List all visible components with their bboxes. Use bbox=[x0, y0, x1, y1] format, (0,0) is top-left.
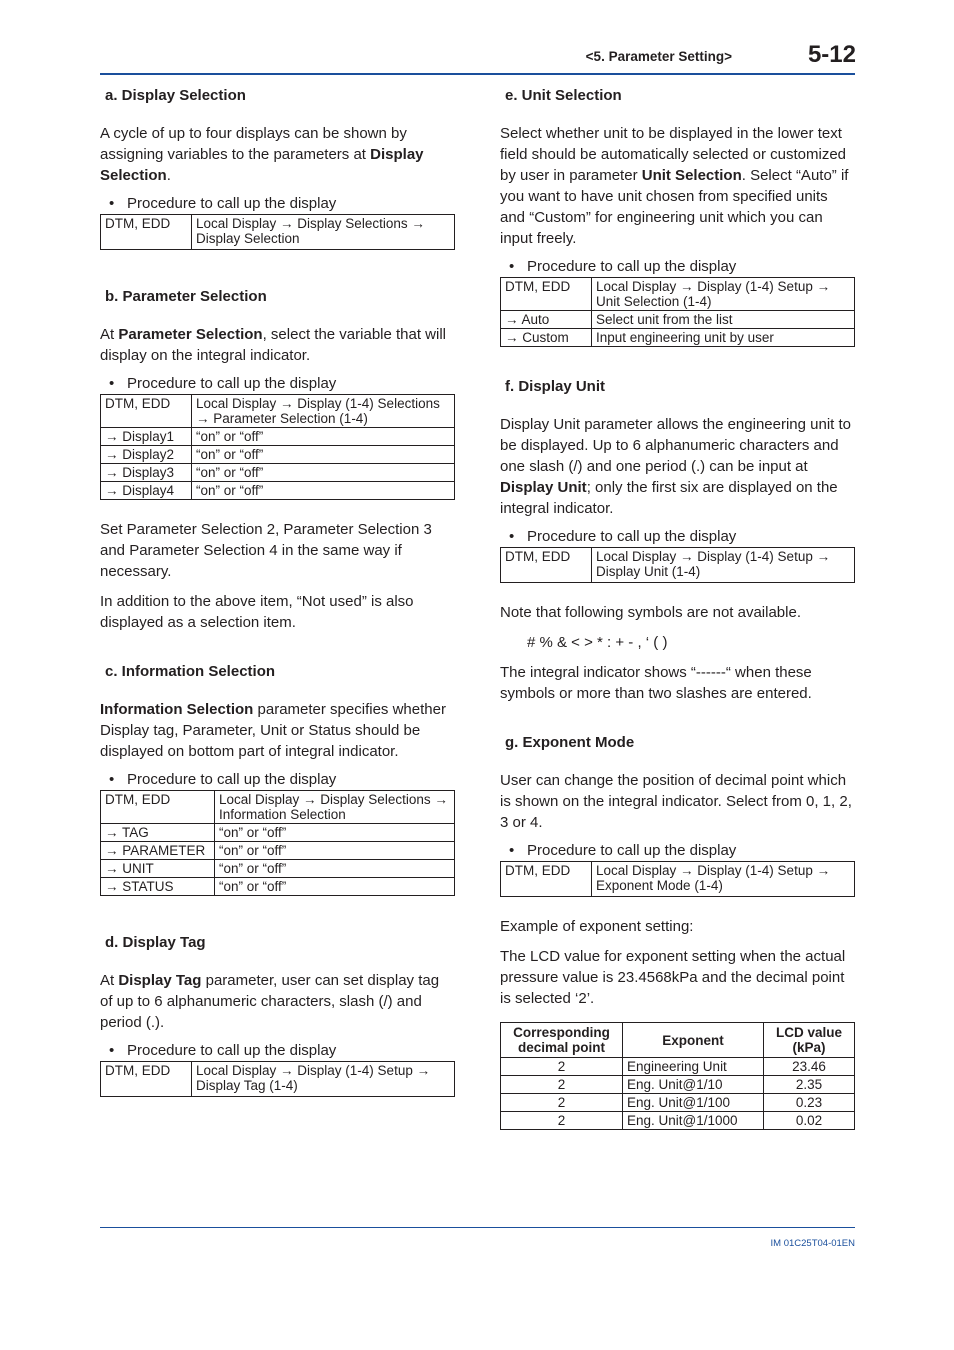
heading-unit-selection: e. Unit Selection bbox=[505, 87, 622, 104]
table-row: 2 Eng. Unit@1/100 0.23 bbox=[501, 1094, 855, 1112]
footer-rule bbox=[100, 1227, 855, 1228]
unit-selection-text: Select whether unit to be displayed in the lower text field should be automatically selected or customized by user in parameter Unit Selection. Select “Auto” if you want to have unit chosen from specified units and “Custom” for engineering unit which you can input freely. bbox=[500, 125, 849, 247]
display-tag-table bbox=[100, 1061, 455, 1097]
procedure-bullet: • Procedure to call up the display bbox=[109, 1042, 337, 1059]
left-column bbox=[100, 86, 455, 1097]
table-row: DTM, EDD Local Display → Display Selections → Information Selection bbox=[101, 791, 455, 824]
procedure-bullet: • Procedure to call up the display bbox=[509, 528, 737, 545]
page-number: 5-12 bbox=[807, 41, 856, 68]
exponent-mode-text: User can change the position of decimal point which is shown on the integral indicator. Select from 0, 1, 2, 3 or 4. bbox=[500, 772, 852, 831]
display-selection-table bbox=[100, 214, 455, 250]
table-row: 2 Eng. Unit@1/1000 0.02 bbox=[501, 1112, 855, 1130]
information-selection-table bbox=[100, 790, 455, 896]
table-row: DTM, EDD Local Display → Display (1-4) Setup → Display Unit (1-4) bbox=[501, 548, 855, 583]
table-row: 2 Engineering Unit 23.46 bbox=[501, 1058, 855, 1076]
indicator-note: The integral indicator shows “------“ when these symbols or more than two slashes are entered. bbox=[500, 664, 812, 702]
table-row: → PARAMETER “on” or “off” bbox=[101, 842, 455, 860]
table-header-row: Corresponding decimal point Exponent LCD value (kPa) bbox=[501, 1023, 855, 1058]
procedure-bullet: • Procedure to call up the display bbox=[509, 258, 737, 275]
table-row: → Display3 “on” or “off” bbox=[101, 464, 455, 482]
exponent-example-table bbox=[500, 1022, 855, 1130]
heading-information-selection: c. Information Selection bbox=[105, 663, 276, 680]
table-row: 2 Eng. Unit@1/10 2.35 bbox=[501, 1076, 855, 1094]
table-row: DTM, EDD Local Display → Display (1-4) Setup → Display Tag (1-4) bbox=[101, 1062, 455, 1097]
heading-parameter-selection: b. Parameter Selection bbox=[105, 288, 267, 305]
display-selection-text: A cycle of up to four displays can be shown by assigning variables to the parameters at Display Selection. bbox=[100, 125, 424, 184]
heading-display-selection: a. Display Selection bbox=[105, 87, 246, 104]
procedure-bullet: • Procedure to call up the display bbox=[509, 842, 737, 859]
table-row: → Display4 “on” or “off” bbox=[101, 482, 455, 500]
exponent-example-text: The LCD value for exponent setting when the actual pressure value is 23.4568kPa and the decimal point is selected ‘2’. bbox=[500, 948, 846, 1007]
information-selection-text: Information Selection parameter specifies whether Display tag, Parameter, Unit or Status should be displayed on bottom part of integral indicator. bbox=[100, 701, 446, 760]
table-row: → TAG “on” or “off” bbox=[101, 824, 455, 842]
table-row: DTM, EDD Local Display → Display (1-4) Setup → Unit Selection (1-4) bbox=[501, 278, 855, 311]
table-row: DTM, EDD Local Display → Display Selections → Display Selection bbox=[101, 215, 455, 250]
exponent-example-label: Example of exponent setting: bbox=[500, 918, 694, 935]
table-row: → Display1 “on” or “off” bbox=[101, 428, 455, 446]
table-row: DTM, EDD Local Display → Display (1-4) Setup → Exponent Mode (1-4) bbox=[501, 862, 855, 897]
header-section-title: <5. Parameter Setting> bbox=[585, 49, 732, 64]
unit-selection-table bbox=[500, 277, 855, 347]
parameter-selection-note: Set Parameter Selection 2, Parameter Selection 3 and Parameter Selection 4 in the same way if necessary. bbox=[100, 521, 432, 580]
unavailable-symbols: # % & < > * : + - , ‘ ( ) bbox=[527, 634, 668, 651]
table-row: → Display2 “on” or “off” bbox=[101, 446, 455, 464]
table-row: → UNIT “on” or “off” bbox=[101, 860, 455, 878]
table-row: → Auto Select unit from the list bbox=[501, 311, 855, 329]
parameter-selection-table bbox=[100, 394, 455, 500]
display-unit-text: Display Unit parameter allows the engineering unit to be displayed. Up to 6 alphanumeric characters and one slash (/) and one period (.) can be input at Display Unit; only the first six are displayed on the integral indicator. bbox=[500, 416, 852, 517]
table-row: DTM, EDD Local Display → Display (1-4) Selections → Parameter Selection (1-4) bbox=[101, 395, 455, 428]
unavailable-symbols-note: Note that following symbols are not available. bbox=[500, 604, 801, 621]
procedure-bullet: • Procedure to call up the display bbox=[109, 375, 337, 392]
right-column bbox=[500, 86, 855, 1130]
display-unit-table bbox=[500, 547, 855, 583]
parameter-selection-note-2: In addition to the above item, “Not used” is also displayed as a selection item. bbox=[100, 593, 414, 631]
procedure-bullet: • Procedure to call up the display bbox=[109, 771, 337, 788]
header-rule bbox=[100, 73, 855, 75]
display-tag-text: At Display Tag parameter, user can set display tag of up to 6 alphanumeric characters, slash (/) and period (.). bbox=[100, 972, 440, 1031]
parameter-selection-text: At Parameter Selection, select the variable that will display on the integral indicator. bbox=[100, 326, 447, 364]
document-code: IM 01C25T04-01EN bbox=[770, 1238, 855, 1249]
table-row: → STATUS “on” or “off” bbox=[101, 878, 455, 896]
heading-display-unit: f. Display Unit bbox=[505, 378, 606, 395]
heading-display-tag: d. Display Tag bbox=[105, 934, 206, 951]
heading-exponent-mode: g. Exponent Mode bbox=[505, 734, 635, 751]
procedure-bullet: • Procedure to call up the display bbox=[109, 195, 337, 212]
exponent-mode-table bbox=[500, 861, 855, 897]
table-row: → Custom Input engineering unit by user bbox=[501, 329, 855, 347]
